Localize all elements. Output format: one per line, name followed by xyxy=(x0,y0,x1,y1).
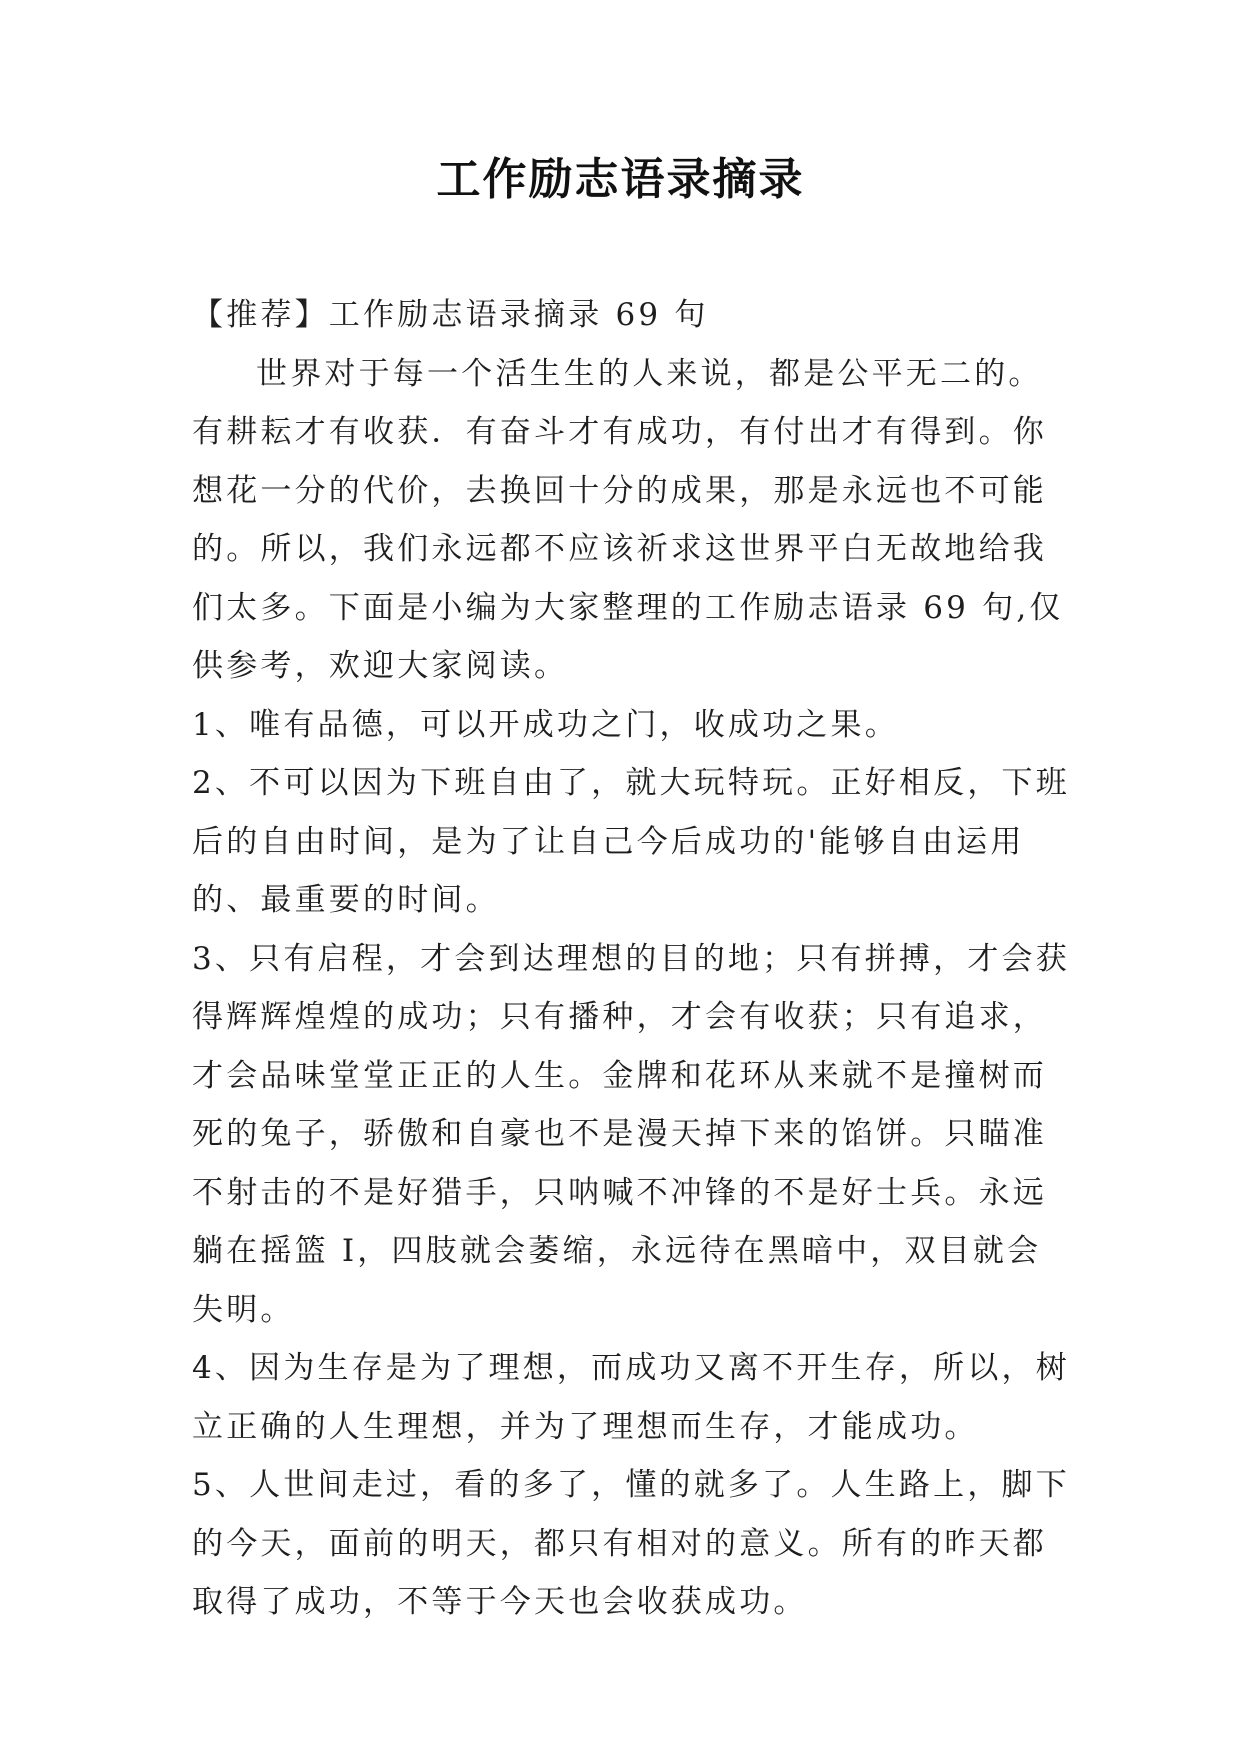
quote-item-2: 2、不可以因为下班自由了，就大玩特玩。正好相反，下班后的自由时间，是为了让自己今后成功的'能够自由运用的、最重要的时间。 xyxy=(192,765,1070,918)
document-title: 工作励志语录摘录 xyxy=(436,154,805,205)
quote-item-1: 1、唯有品德，可以开成功之门，收成功之果。 xyxy=(192,706,899,743)
quote-item-4: 4、因为生存是为了理想，而成功又离不开生存，所以，树立正确的人生理想，并为了理想而生存，才能成功。 xyxy=(192,1350,1070,1445)
quote-item-5: 5、人世间走过，看的多了，懂的就多了。人生路上，脚下的今天，面前的明天，都只有相对的意义。所有的昨天都取得了成功，不等于今天也会收获成功。 xyxy=(192,1467,1070,1620)
intro-paragraph: 世界对于每一个活生生的人来说，都是公平无二的。有耕耘才有收获．有奋斗才有成功，有付出才有得到。你想花一分的代价，去换回十分的成果，那是永远也不可能的。所以，我们永远都不应该祈求这世界平白无故地给我们太多。下面是小编为大家整理的工作励志语录 69 句,仅供参考，欢迎大家阅读。 xyxy=(192,355,1064,684)
document-body xyxy=(192,286,1072,1632)
document-subtitle: 【推荐】工作励志语录摘录 69 句 xyxy=(192,297,709,333)
quote-item-3: 3、只有启程，才会到达理想的目的地；只有拼搏，才会获得辉辉煌煌的成功；只有播种，才会有收获；只有追求，才会品味堂堂正正的人生。金牌和花环从来就不是撞树而死的兔子，骄傲和自豪也不是漫天掉下来的馅饼。只瞄准不射击的不是好猎手，只呐喊不冲锋的不是好士兵。永远躺在摇篮 I，四肢就会萎缩，永远待在黑暗中，双目就会失明。 xyxy=(192,940,1070,1328)
